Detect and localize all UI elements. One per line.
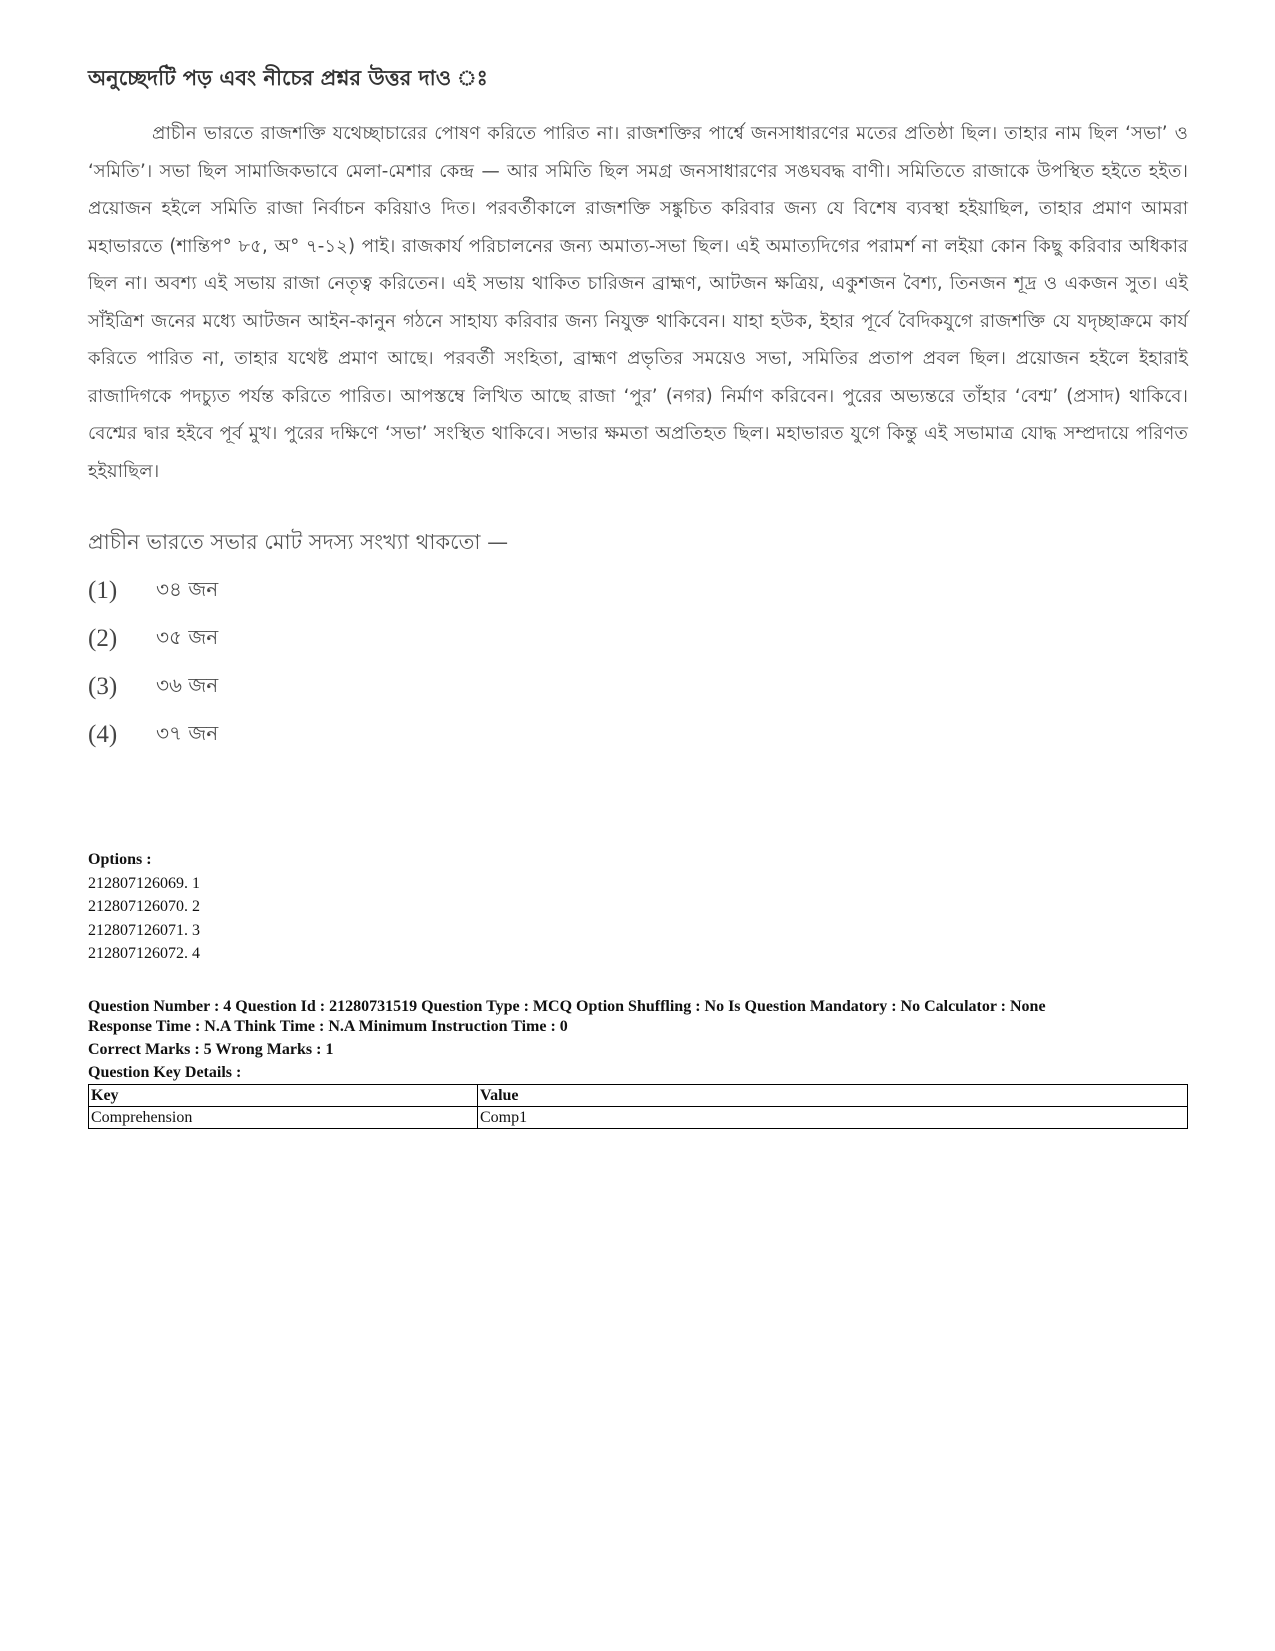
header-value: Value [478, 1085, 1188, 1107]
passage-text: প্রাচীন ভারতে রাজশক্তি যথেচ্ছাচারের পোষণ করিতে পারিত না। রাজশক্তির পার্শ্বে জনসাধারণের মতের প্রতিষ্ঠা ছিল। তাহার নাম ছিল ‘সভা’ ও ‘সমিতি’। সভা ছিল সামাজিকভাবে মেলা-মেশার কেন্দ্র — আর সমিতি ছিল সমগ্র জনসাধারণের সঙঘবদ্ধ বাণী। সমিতিতে রাজাকে উপস্থিত হইতে হইত। প্রয়োজন হইলে সমিতি রাজা নির্বাচন করিয়াও দিত। পরবর্তীকালে রাজশক্তি সঙ্কুচিত করিবার জন্য যে বিশেষ ব্যবস্থা হইয়াছিল, তাহার প্রমাণ আমরা মহাভারতে (শান্তিপ° ৮৫, অ° ৭-১২) পাই। রাজকার্য পরিচালনের জন্য অমাত্য-সভা ছিল। এই অমাত্যদিগের পরামর্শ না লইয়া কোন কিছু করিবার অধিকার ছিল না। অবশ্য এই সভায় রাজা নেতৃত্ব করিতেন। এই সভায় থাকিত চারিজন ব্রাহ্মণ, আটজন ক্ষত্রিয়, একুশজন বৈশ্য, তিনজন শূদ্র ও একজন সুত। এই সাঁইত্রিশ জনের মধ্যে আটজন আইন-কানুন গঠনে সাহায্য করিবার জন্য নিযুক্ত থাকিবেন। যাহা হউক, ইহার পূর্বে বৈদিকযুগে রাজশক্তি যে যদৃচ্ছাক্রমে কার্য করিতে পারিত না, তাহার যথেষ্ট প্রমাণ আছে। পরবর্তী সংহিতা, ব্রাহ্মণ প্রভৃতির সময়েও সভা, সমিতির প্রতাপ প্রবল ছিল। প্রয়োজন হইলে ইহারাই রাজাদিগকে পদচ্যুত পর্যন্ত করিতে পারিত। আপস্তম্বে লিখিত আছে রাজা ‘পুর’ (নগর) নির্মাণ করিবেন। পুরের অভ্যন্তরে তাঁহার ‘বেশ্ম’ (প্রসাদ) থাকিবে। বেশ্মের দ্বার হইবে পূর্ব মুখ। পুরের দক্ষিণে ‘সভা’ সংস্থিত থাকিবে। সভার ক্ষমতা অপ্রতিহত ছিল। মহাভারত যুগে কিন্তু এই সভামাত্র যোদ্ধ সম্প্রদায়ে পরিণত হইয়াছিল। [88, 123, 1188, 482]
cell-key: Comprehension [89, 1107, 478, 1129]
question-meta-line: Question Number : 4 Question Id : 21280731519 Question Type : MCQ Option Shuffling : No Is Question Mandatory : No Calculator : None [88, 998, 1046, 1015]
cell-value: Comp1 [478, 1107, 1188, 1129]
choice-2 [88, 615, 1188, 663]
option-item: 212807126070. 2 [88, 898, 200, 916]
option-item: 212807126072. 4 [88, 945, 200, 963]
choice-number: (3) [88, 673, 118, 700]
choice-number: (1) [88, 577, 118, 604]
header-key: Key [89, 1085, 478, 1107]
choice-1 [88, 567, 1188, 615]
timing-meta-line: Response Time : N.A Think Time : N.A Minimum Instruction Time : 0 [88, 1018, 568, 1035]
choice-number: (2) [88, 625, 118, 652]
key-details-table [88, 1084, 1188, 1129]
options-list [88, 848, 1188, 966]
choice-text: ৩৪ জন [156, 576, 219, 601]
choice-3 [88, 663, 1188, 711]
choice-text: ৩৭ জন [156, 720, 219, 745]
question-text: প্রাচীন ভারতে সভার মোট সদস্য সংখ্যা থাকতো — [88, 530, 509, 554]
passage-image [88, 62, 1188, 759]
table-header-row [89, 1085, 1188, 1107]
options-label: Options : [88, 851, 152, 868]
option-item: 212807126071. 3 [88, 921, 200, 939]
option-item: 212807126069. 1 [88, 874, 200, 892]
table-row [89, 1107, 1188, 1129]
choice-4 [88, 711, 1188, 759]
passage-heading: অনুচ্ছেদটি পড় এবং নীচের প্রশ্নর উত্তর দাও ঃ [88, 66, 488, 90]
choice-text: ৩৬ জন [156, 672, 219, 697]
choice-text: ৩৫ জন [156, 624, 219, 649]
marks-line: Correct Marks : 5 Wrong Marks : 1 [88, 1041, 334, 1058]
question-details [88, 997, 1188, 1083]
choice-number: (4) [88, 721, 118, 748]
key-details-label: Question Key Details : [88, 1064, 242, 1081]
